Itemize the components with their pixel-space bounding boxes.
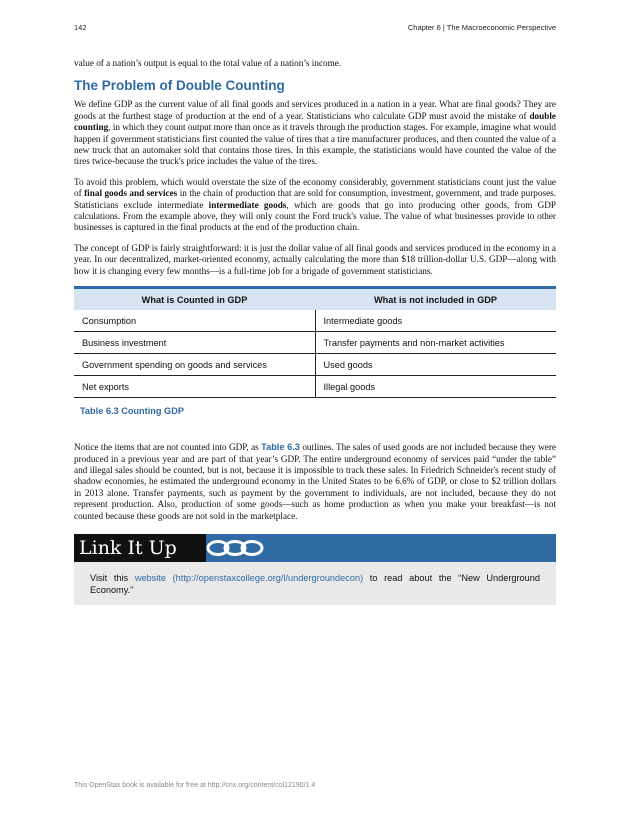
link-it-up-callout bbox=[74, 534, 556, 605]
website-link[interactable]: website (http://openstaxcollege.org/l/undergroundecon) bbox=[134, 572, 364, 583]
paragraph-text: in the chain of production that are sold for consumption, investment, government, and trade purposes. Statisticians exclude intermediate bbox=[74, 188, 557, 210]
term-double-counting: double counting bbox=[74, 110, 556, 133]
table-cell: Government spending on goods and services bbox=[74, 354, 315, 376]
table-cell: Business investment bbox=[74, 332, 315, 354]
paragraph-gdp-concept: The concept of GDP is fairly straightforward: it is just the dollar value of all final goods and services produced in the economy in a year. In our decentralized, market-oriented economy, actually calculating the more than $18 trillion-dollar U.S. GDP—along with how it is changing every few months—is a full-time job for a brigade of government statisticians. bbox=[74, 242, 556, 276]
table-cell: Transfer payments and non-market activities bbox=[315, 332, 556, 354]
term-final-goods: final goods and services bbox=[84, 188, 178, 199]
paragraph-double-counting bbox=[74, 99, 556, 167]
paragraph-final-goods bbox=[74, 177, 556, 234]
table-row bbox=[74, 332, 556, 354]
table-cell: Consumption bbox=[74, 310, 315, 332]
page-number: 142 bbox=[74, 23, 87, 32]
paragraph-text: outlines. The sales of used goods are not included because they were produced in a previous year and are part of that year’s GDP. The entire underground economy of services paid “under the table” and illegal sales should be counted, but is not, because it is impossible to track these sales. In Friedrich Schneider's recent study of shadow economies, he estimated the underground economy in the United States to be 6.6% of GDP, or close to $2 trillion dollars in 2013 alone. Transfer payments, such as payment by the government to individuals, are not included, because they do not represent production. Also, production of some goods—such as home production as when you make your breakfast—is not counted because these goods are not sold in the marketplace. bbox=[74, 442, 556, 521]
counting-gdp-table bbox=[74, 286, 556, 398]
table-header-row bbox=[74, 288, 556, 311]
paragraph-text: , in which they count output more than once as it travels through the production stages. For example, imagine what would happen if government statisticians first counted the value of tires that a tire manufacturer produces, and then counted the value of a new truck that an automaker sold that contains those tires. In this example, the statisticians would have counted the value of the tires twice-because the truck's price includes the value of the tires. bbox=[74, 122, 557, 167]
callout-text: to read about the “New Underground Economy.” bbox=[90, 572, 540, 595]
table-header-not-included: What is not included in GDP bbox=[373, 294, 497, 305]
link-it-up-banner bbox=[74, 534, 556, 562]
table-cell: Illegal goods bbox=[315, 376, 556, 398]
table-header-counted: What is Counted in GDP bbox=[141, 294, 248, 305]
table-reference-link[interactable]: Table 6.3 bbox=[261, 442, 300, 453]
intro-line: value of a nation’s output is equal to the total value of a nation’s income. bbox=[74, 58, 342, 68]
table-cell: Net exports bbox=[74, 376, 315, 398]
callout-text: Visit this bbox=[90, 572, 135, 583]
table-row bbox=[74, 376, 556, 398]
link-it-up-title: Link It Up bbox=[74, 534, 206, 562]
table-cell: Used goods bbox=[315, 354, 556, 376]
table-row bbox=[74, 310, 556, 332]
table-caption: Table 6.3 Counting GDP bbox=[80, 406, 184, 417]
page-content bbox=[74, 58, 556, 605]
paragraph-text: , which are goods that go into producing other goods, from GDP calculations. From the example above, they will only count the Ford truck's value. The value of what businesses provide to other businesses is captured in the final products at the end of the production chain. bbox=[74, 199, 556, 233]
paragraph-text: Notice the items that are not counted into GDP, as bbox=[74, 442, 262, 453]
paragraph-not-counted bbox=[74, 442, 556, 522]
link-it-up-body bbox=[74, 562, 556, 605]
paragraph-text: We define GDP as the current value of all final goods and services produced in a nation in a year. What are final goods? They are goods at the furthest stage of production at the end of a year. Statisticians who calculate GDP must avoid the mistake of bbox=[74, 99, 556, 121]
table-cell: Intermediate goods bbox=[315, 310, 556, 332]
chapter-title: Chapter 6 | The Macroeconomic Perspective bbox=[407, 23, 556, 32]
paragraph-text: To avoid this problem, which would overstate the size of the economy considerably, government statisticians count just the value of bbox=[74, 176, 556, 199]
table-row bbox=[74, 354, 556, 376]
page-footer: This OpenStax book is available for free at http://cnx.org/content/col12190/1.4 bbox=[74, 782, 316, 789]
section-title: The Problem of Double Counting bbox=[74, 78, 285, 94]
term-intermediate-goods: intermediate goods bbox=[208, 199, 287, 210]
page-header bbox=[74, 23, 556, 35]
chain-link-icon bbox=[206, 538, 264, 558]
